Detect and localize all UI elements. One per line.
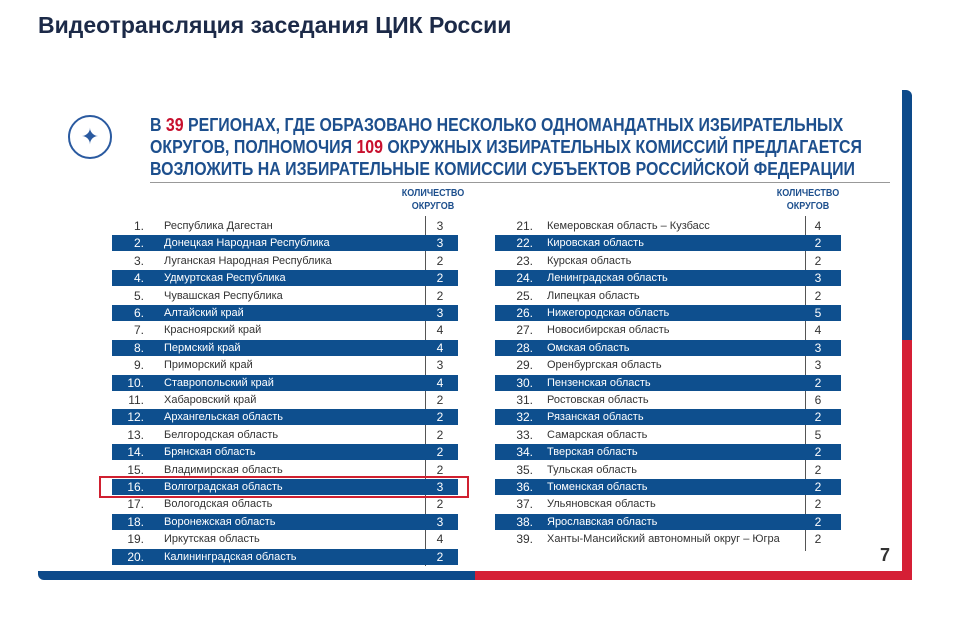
row-number: 31. (516, 393, 533, 407)
table-row (112, 427, 458, 443)
region-name: Иркутская область (164, 533, 260, 546)
table-row (112, 322, 458, 338)
region-name: Волгоградская область (164, 481, 283, 493)
table-row (495, 496, 841, 512)
region-name: Тюменская область (547, 481, 648, 493)
district-count: 2 (436, 271, 444, 286)
district-count: 3 (814, 340, 822, 355)
table-row (112, 392, 458, 408)
row-number: 11. (128, 393, 144, 407)
region-name: Воронежская область (164, 515, 276, 528)
row-number: 29. (516, 358, 533, 373)
row-number: 35. (516, 462, 533, 477)
row-number: 17. (127, 497, 144, 512)
row-number: 24. (516, 271, 533, 286)
region-name: Удмуртская Республика (164, 272, 286, 285)
column-header-right: КОЛИЧЕСТВО ОКРУГОВ (776, 188, 840, 212)
region-name: Самарская область (547, 428, 648, 441)
table-row (495, 340, 841, 356)
row-number: 30. (516, 375, 533, 390)
page-title: Видеотрансляция заседания ЦИК России (38, 12, 512, 38)
district-count: 4 (436, 375, 444, 390)
region-name: Новосибирская область (547, 324, 670, 337)
district-count: 2 (436, 497, 444, 512)
row-number: 22. (516, 236, 533, 251)
row-number: 39. (516, 532, 533, 547)
district-count: 5 (814, 306, 822, 320)
headline-text: ОКРУЖНЫХ ИЗБИРАТЕЛЬНЫХ КОМИССИЙ ПРЕДЛАГАЕТСЯ (383, 136, 862, 157)
row-number: 20. (127, 549, 144, 564)
district-count: 3 (436, 358, 444, 373)
region-name: Ростовская область (547, 394, 649, 406)
region-name: Курская область (547, 254, 632, 267)
table-row (112, 444, 458, 460)
row-number: 26. (516, 306, 533, 320)
headline-text: ОКРУГОВ, ПОЛНОМОЧИЯ (150, 136, 357, 157)
district-count: 2 (814, 462, 822, 477)
table-row (495, 462, 841, 478)
district-count: 2 (814, 532, 822, 547)
row-number: 23. (516, 253, 533, 268)
table-row (495, 375, 841, 391)
slide-border-blue (902, 90, 912, 340)
region-name: Красноярский край (164, 324, 262, 337)
district-count: 3 (814, 358, 822, 373)
region-name: Рязанская область (547, 411, 644, 424)
region-name: Тверская область (547, 446, 638, 459)
row-number: 4. (133, 271, 144, 286)
district-count: 3 (436, 480, 444, 494)
regions-count: 39 (165, 114, 184, 135)
row-number: 6. (133, 306, 144, 320)
slide-bottom-bar-blue (38, 571, 475, 580)
row-number: 2. (133, 236, 144, 251)
slide-headline (150, 114, 862, 180)
table-row (112, 357, 458, 373)
row-number: 21. (516, 219, 533, 233)
region-name: Пензенская область (547, 376, 651, 389)
table-row (495, 305, 841, 321)
district-count: 2 (814, 480, 822, 494)
district-count: 2 (436, 445, 444, 460)
region-name: Владимирская область (164, 463, 283, 476)
region-name: Ставропольский край (164, 376, 274, 389)
district-count: 3 (436, 236, 444, 251)
region-name: Тульская область (547, 463, 637, 476)
district-count: 4 (814, 323, 822, 338)
district-count: 2 (436, 549, 444, 564)
table-row (112, 409, 458, 425)
row-number: 32. (516, 410, 533, 425)
table-row (112, 305, 458, 321)
table-row (112, 549, 458, 565)
table-row (112, 531, 458, 547)
row-number: 14. (127, 445, 144, 460)
table-row (495, 235, 841, 251)
region-name: Ульяновская область (547, 498, 656, 511)
row-number: 5. (133, 288, 144, 303)
column-header-left: КОЛИЧЕСТВО ОКРУГОВ (401, 188, 465, 212)
region-name: Хабаровский край (164, 394, 257, 406)
region-name: Липецкая область (547, 289, 640, 302)
table-row (495, 531, 841, 547)
district-count: 3 (436, 514, 444, 529)
table-row (112, 235, 458, 251)
district-count: 2 (436, 410, 444, 425)
district-count: 2 (436, 462, 444, 477)
page-number: 7 (879, 545, 890, 565)
table-row (112, 253, 458, 269)
district-count: 2 (814, 410, 822, 425)
table-row (495, 253, 841, 269)
district-count: 3 (814, 271, 822, 286)
row-number: 25. (516, 288, 533, 303)
row-number: 37. (516, 497, 533, 512)
row-number: 1. (133, 219, 144, 233)
table-row (495, 479, 841, 495)
table-row (495, 427, 841, 443)
slide-bottom-bar-red (475, 571, 912, 580)
table-row (112, 375, 458, 391)
row-number: 8. (133, 340, 144, 355)
row-number: 36. (516, 480, 533, 494)
table-row (112, 340, 458, 356)
district-count: 4 (436, 532, 444, 547)
district-count: 2 (436, 253, 444, 268)
region-name: Нижегородская область (547, 307, 670, 319)
row-number: 18. (127, 514, 144, 529)
region-name: Республика Дагестан (164, 220, 273, 232)
table-row (495, 357, 841, 373)
table-row (495, 514, 841, 530)
row-number: 3. (133, 253, 144, 268)
district-count: 2 (814, 288, 822, 303)
district-count: 3 (436, 306, 444, 320)
headline-text: ВОЗЛОЖИТЬ НА ИЗБИРАТЕЛЬНЫЕ КОМИССИИ СУБЪЕКТОВ РОССИЙСКОЙ ФЕДЕРАЦИИ (150, 158, 855, 179)
district-count: 4 (814, 219, 822, 233)
row-number: 7. (133, 323, 144, 338)
region-name: Ханты-Мансийский автономный округ – Югра (547, 533, 780, 546)
row-number: 38. (516, 514, 533, 529)
district-count: 3 (436, 219, 444, 233)
district-count: 2 (814, 514, 822, 529)
region-name: Оренбургская область (547, 359, 662, 372)
table-row (495, 270, 841, 286)
region-name: Приморский край (164, 359, 253, 372)
region-name: Пермский край (164, 341, 241, 354)
region-name: Алтайский край (164, 307, 244, 319)
region-name: Архангельская область (164, 411, 283, 424)
district-count: 4 (436, 340, 444, 355)
region-name: Вологодская область (164, 498, 273, 511)
district-count: 2 (814, 236, 822, 251)
table-row (495, 392, 841, 408)
slide (38, 90, 912, 580)
row-number: 27. (516, 323, 533, 338)
district-count: 6 (814, 393, 822, 407)
row-number: 9. (133, 358, 144, 373)
headline-text: В (150, 114, 166, 135)
slide-border-red (902, 340, 912, 580)
table-row (495, 444, 841, 460)
headline-text: РЕГИОНАХ, ГДЕ ОБРАЗОВАНО НЕСКОЛЬКО ОДНОМАНДАТНЫХ ИЗБИРАТЕЛЬНЫХ (183, 114, 844, 135)
table-row (112, 514, 458, 530)
region-name: Калининградская область (164, 550, 297, 563)
district-count: 2 (814, 253, 822, 268)
region-name: Ленинградская область (547, 272, 668, 285)
table-row (112, 270, 458, 286)
highlight-box (99, 476, 469, 498)
region-name: Донецкая Народная Республика (164, 237, 330, 250)
row-number: 34. (516, 445, 533, 460)
district-count: 5 (814, 427, 822, 442)
table-row (495, 322, 841, 338)
district-count: 2 (436, 393, 444, 407)
row-number: 13. (127, 427, 144, 442)
district-count: 4 (436, 323, 444, 338)
row-number: 16. (127, 480, 144, 494)
table-row (112, 288, 458, 304)
table-row (495, 218, 841, 234)
table-row (112, 496, 458, 512)
region-name: Белгородская область (164, 428, 279, 441)
district-count: 2 (814, 445, 822, 460)
region-name: Омская область (547, 341, 630, 354)
region-name: Чувашская Республика (164, 289, 283, 302)
district-count: 2 (814, 497, 822, 512)
row-number: 28. (516, 340, 533, 355)
row-number: 10. (127, 375, 144, 390)
region-name: Кировская область (547, 237, 644, 250)
region-name: Ярославская область (547, 515, 658, 528)
region-name: Кемеровская область – Кузбасс (547, 220, 710, 232)
district-count: 2 (436, 427, 444, 442)
table-row (112, 218, 458, 234)
row-number: 19. (127, 532, 144, 547)
row-number: 15. (127, 462, 144, 477)
row-number: 33. (516, 427, 533, 442)
table-row (495, 409, 841, 425)
region-name: Луганская Народная Республика (164, 254, 332, 267)
divider (150, 182, 890, 183)
district-count: 2 (814, 375, 822, 390)
row-number: 12. (127, 410, 144, 425)
table-row (495, 288, 841, 304)
cec-emblem-icon: ✦ (68, 115, 112, 159)
commissions-count: 109 (356, 136, 384, 157)
district-count: 2 (436, 288, 444, 303)
region-name: Брянская область (164, 446, 256, 459)
